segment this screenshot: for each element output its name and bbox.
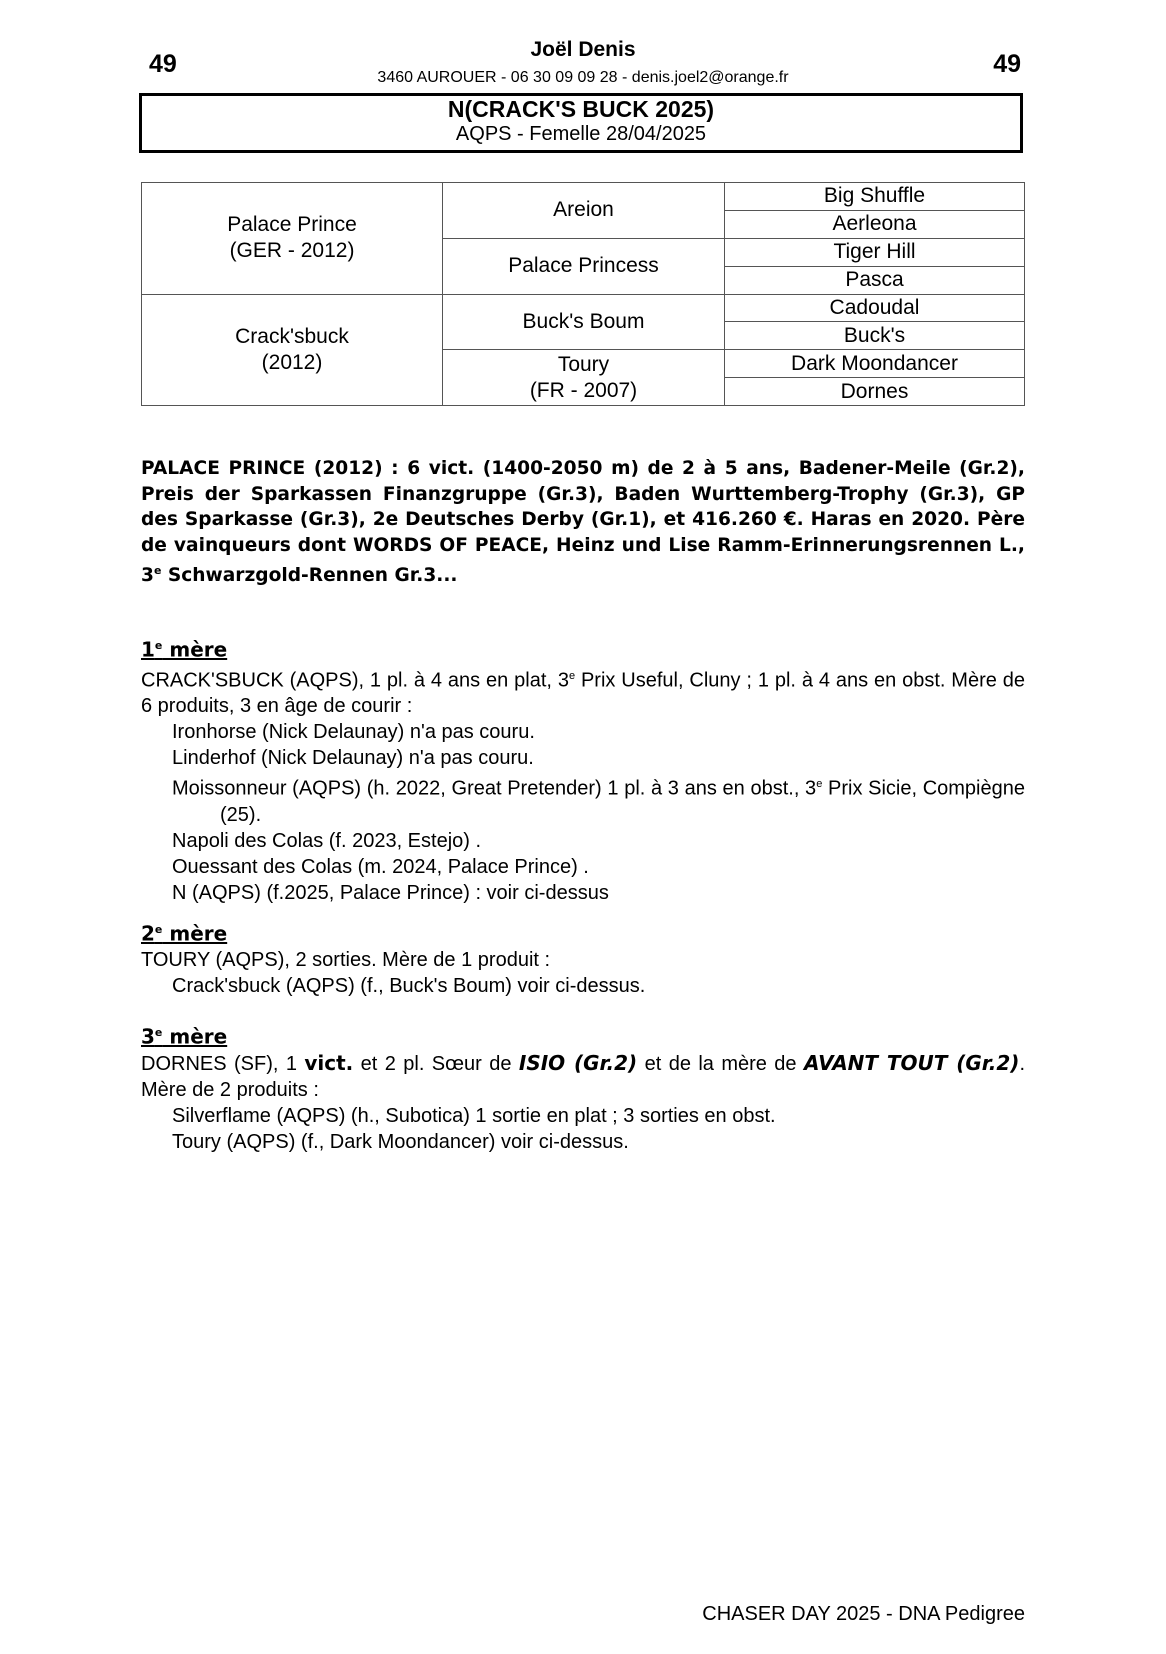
intro-bold: vict.: [304, 1050, 354, 1075]
pedigree-ggp: Aerleona: [725, 210, 1025, 238]
first-dam-section: [141, 633, 1025, 906]
produce-line: Ironhorse (Nick Delaunay) n'a pas couru.: [172, 721, 535, 744]
sire-summary-text-end: Schwarzgold-Rennen Gr.3...: [161, 565, 458, 587]
produce-line: Toury (AQPS) (f., Dark Moondancer) voir ci-dessus.: [172, 1130, 629, 1153]
intro-text-end: Prix Useful, Cluny ; 1 pl. à 4 ans en obst. Mère de 6 produits, 3 en âge de courir :: [141, 669, 1025, 718]
intro-text: et de la mère de: [637, 1052, 804, 1075]
pedigree-ggp: Dark Moondancer: [725, 350, 1025, 378]
title-word: mère: [162, 637, 228, 662]
second-dam-intro: TOURY (AQPS), 2 sorties. Mère de 1 produit :: [141, 948, 551, 971]
sire-summary-text: PALACE PRINCE (2012) : 6 vict. (1400-2050 m) de 2 à 5 ans, Badener-Meile (Gr.2), Preis der Sparkassen Finanzgruppe (Gr.3), Baden Wurttemberg-Trophy (Gr.3), GP des Sparkasse (Gr.3), 2e Deutsches Derby (Gr.1), et 416.260 €. Haras en 2020. Père de vainqueurs dont WORDS OF PEACE, Heinz und Lise Ramm-Erinnerungsrennen L., 3: [141, 458, 1025, 587]
title-num: 2: [141, 921, 155, 946]
dam-name: Crack'sbuck: [235, 324, 349, 348]
pedigree-ggp: Dornes: [725, 378, 1025, 406]
title-sup: e: [154, 923, 163, 936]
sire-detail: (GER - 2012): [229, 239, 355, 263]
pedigree-ggp: Big Shuffle: [725, 183, 1025, 211]
produce-text-end: Prix Sicie, Compiègne (25).: [220, 777, 1025, 826]
consignor-name: Joël Denis: [530, 38, 636, 61]
first-dam-intro: [141, 663, 1025, 720]
produce-line: Silverflame (AQPS) (h., Subotica) 1 sortie en plat ; 3 sorties en obst.: [172, 1104, 776, 1127]
horse-info: AQPS - Femelle 28/04/2025: [455, 123, 707, 145]
sire-name: Palace Prince: [227, 213, 357, 237]
footer-text: CHASER DAY 2025 - DNA Pedigree: [702, 1603, 1025, 1625]
first-dam-title: [141, 633, 1025, 663]
black-type-grandson: AVANT TOUT (Gr.2): [803, 1050, 1020, 1075]
title-num: 3: [141, 1024, 155, 1049]
third-dam-title: [141, 1020, 1025, 1050]
intro-sup: e: [568, 669, 576, 682]
produce-line: Linderhof (Nick Delaunay) n'a pas couru.: [172, 747, 534, 770]
second-dam-section: [141, 917, 1025, 999]
intro-text: DORNES (SF), 1: [141, 1052, 305, 1075]
intro-text: CRACK'SBUCK (AQPS), 1 pl. à 4 ans en plat, 3: [141, 669, 569, 692]
title-word: mère: [162, 1024, 228, 1049]
second-dam-title: [141, 917, 1025, 947]
title-sup: e: [154, 639, 163, 652]
sire-summary-sup: e: [153, 564, 162, 577]
horse-title-box: [139, 93, 1023, 153]
produce-line: Ouessant des Colas (m. 2024, Palace Prince) .: [172, 855, 589, 878]
intro-text: et 2 pl. Sœur de: [353, 1052, 519, 1075]
pedigree-sire-dam: Palace Princess: [443, 238, 725, 294]
pedigree-table: [141, 182, 1025, 406]
dam-dam-detail: (FR - 2007): [529, 378, 638, 402]
third-dam-intro: [141, 1050, 1025, 1103]
dam-detail: (2012): [261, 350, 323, 374]
pedigree-ggp: Tiger Hill: [725, 238, 1025, 266]
pedigree-dam-dam: [443, 350, 725, 406]
intro-text-end: . Mère de 2 produits :: [141, 1052, 1025, 1101]
horse-name: N(CRACK'S BUCK 2025): [447, 96, 715, 122]
third-dam-section: [141, 1020, 1025, 1155]
pedigree-ggp: Buck's: [725, 322, 1025, 350]
pedigree-ggp: Pasca: [725, 266, 1025, 294]
produce-sup: e: [816, 778, 823, 791]
pedigree-ggp: Cadoudal: [725, 294, 1025, 322]
dam-dam-name: Toury: [557, 352, 610, 376]
title-num: 1: [141, 637, 155, 662]
consignor-address: 3460 AUROUER - 06 30 09 09 28 - denis.joel2@orange.fr: [377, 69, 789, 86]
produce-line: Crack'sbuck (AQPS) (f., Buck's Boum) voir ci-dessus.: [172, 974, 646, 997]
produce-line: [141, 771, 1025, 828]
black-type-sibling: ISIO (Gr.2): [518, 1050, 638, 1075]
title-sup: e: [154, 1026, 163, 1039]
produce-text: Moissonneur (AQPS) (h. 2022, Great Pretender) 1 pl. à 3 ans en obst., 3: [172, 777, 817, 800]
lot-number-left: 49: [149, 50, 177, 78]
produce-line: N (AQPS) (f.2025, Palace Prince) : voir ci-dessus: [172, 881, 609, 904]
produce-line: Napoli des Colas (f. 2023, Estejo) .: [172, 829, 482, 852]
pedigree-dam: [142, 294, 443, 406]
lot-number-right: 49: [993, 50, 1021, 78]
pedigree-dam-sire: Buck's Boum: [443, 294, 725, 350]
pedigree-sire-sire: Areion: [443, 183, 725, 239]
title-word: mère: [162, 921, 228, 946]
pedigree-sire: [142, 183, 443, 295]
sire-summary: [141, 456, 1025, 589]
